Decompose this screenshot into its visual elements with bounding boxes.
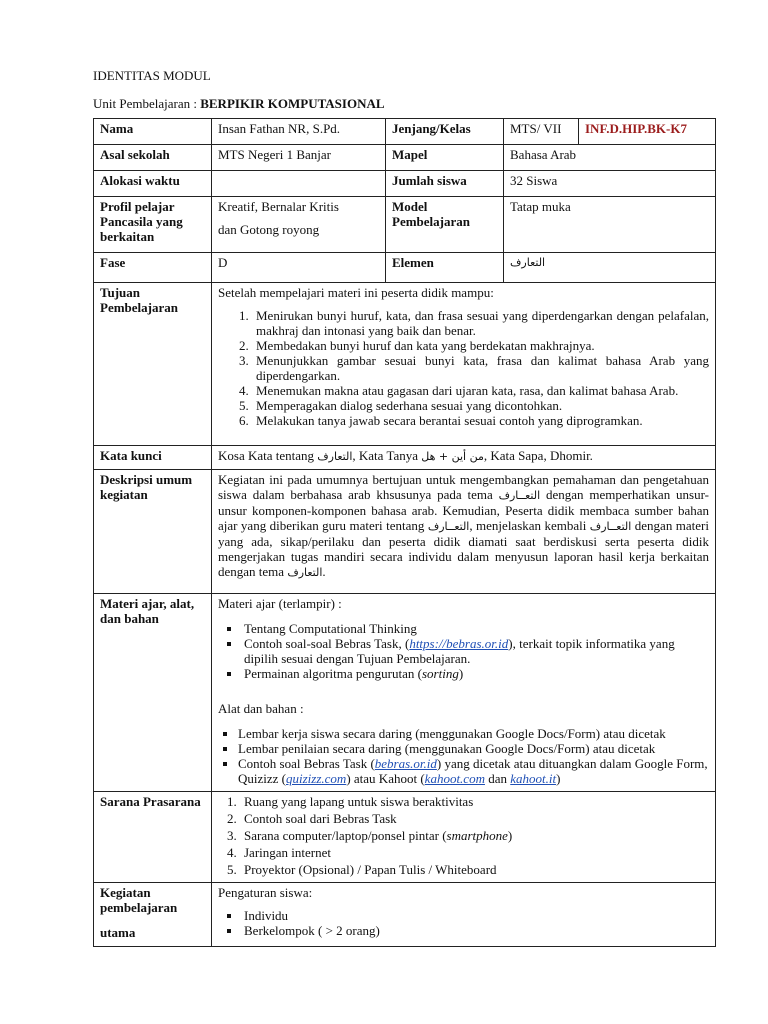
list-item: 1. Menirukan bunyi huruf, kata, dan frasa sesuai yang diperdengarkan dengan pelafalan, makhraj dan intonasi yang baik dan benar. xyxy=(252,308,709,338)
tujuan-list xyxy=(218,308,709,428)
kata-kunci-text-3: , Kata Sapa, Dhomir. xyxy=(483,448,593,463)
value-jumlah-siswa: 32 Siswa xyxy=(504,171,716,197)
label-nama: Nama xyxy=(94,119,212,145)
bebras-link[interactable]: https://bebras.or.id xyxy=(409,636,509,651)
alat-intro: Alat dan bahan : xyxy=(218,701,304,716)
page-title: IDENTITAS MODUL xyxy=(93,68,211,83)
value-sekolah: MTS Negeri 1 Banjar xyxy=(212,145,386,171)
row-tujuan xyxy=(94,283,716,446)
sarana-s3-text-a: Sarana computer/laptop/ponsel pintar ( xyxy=(244,828,447,843)
kegiatan-list xyxy=(218,908,709,938)
deskripsi-text-3: , menjelaskan kembali xyxy=(469,518,590,533)
tujuan-intro: Setelah mempelajari materi ini peserta didik mampu: xyxy=(218,285,494,300)
deskripsi-arabic-1: التعــارف xyxy=(498,489,541,502)
list-item xyxy=(242,666,709,681)
materi-m2-text-b: ), terkait topik informatika yang dipilih sesuai dengan Tujuan Pembelajaran. xyxy=(244,636,675,666)
module-code: INF.D.HIP.BK-K7 xyxy=(579,119,716,145)
alat-a3-text-a: Contoh soal Bebras Task ( xyxy=(238,756,375,771)
value-sarana xyxy=(212,792,716,883)
label-fase: Fase xyxy=(94,253,212,283)
value-materi xyxy=(212,594,716,792)
sarana-s3-text-b: ) xyxy=(507,828,513,843)
sarana-s3-italic: smartphone xyxy=(446,828,508,843)
page-header xyxy=(93,68,385,124)
label-model: Model Pembelajaran xyxy=(386,197,504,253)
row-sekolah xyxy=(94,145,716,171)
value-nama: Insan Fathan NR, S.Pd. xyxy=(212,119,386,145)
value-profil-2: dan Gotong royong xyxy=(218,222,320,237)
kata-kunci-text-2: , Kata Tanya xyxy=(352,448,422,463)
value-kegiatan xyxy=(212,883,716,947)
deskripsi-text-4: dengan materi yang ada, sikap/perilaku dan peserta didik diamati saat berdiskusi serta peserta didik mengerjakan tugas mandiri secara individu dalam menyusun laporan hasil kerja berkaitan dengan tema xyxy=(218,518,709,579)
kata-kunci-arabic-1: التعارف xyxy=(317,450,353,463)
materi-list xyxy=(218,621,709,681)
sarana-list xyxy=(218,794,709,877)
kata-kunci-text-1: Kosa Kata tentang xyxy=(218,448,318,463)
alat-a3-text-c: ) atau Kahoot ( xyxy=(346,771,425,786)
value-alokasi xyxy=(212,171,386,197)
label-sekolah: Asal sekolah xyxy=(94,145,212,171)
value-profil xyxy=(212,197,386,253)
list-item: 4. Jaringan internet xyxy=(240,845,709,860)
label-deskripsi: Deskripsi umum kegiatan xyxy=(94,470,212,594)
list-item: 4. Menemukan makna atau gagasan dari ujaran kata, rasa, dan kalimat bahasa Arab. xyxy=(252,383,709,398)
row-deskripsi xyxy=(94,470,716,594)
list-item: ▪ Lembar kerja siswa secara daring (menggunakan Google Docs/Form) atau dicetak xyxy=(238,726,709,741)
label-elemen: Elemen xyxy=(386,253,504,283)
identity-table xyxy=(93,118,716,947)
alat-a3-text-e: ) xyxy=(556,771,561,786)
row-materi xyxy=(94,594,716,792)
unit-name: BERPIKIR KOMPUTASIONAL xyxy=(200,96,385,111)
bebras-short-link[interactable]: bebras.or.id xyxy=(374,756,437,771)
value-mapel: Bahasa Arab xyxy=(504,145,716,171)
row-kegiatan xyxy=(94,883,716,947)
label-kata-kunci: Kata kunci xyxy=(94,446,212,470)
materi-m3-italic: sorting xyxy=(421,666,459,681)
list-item: 1. Ruang yang lapang untuk siswa beraktivitas xyxy=(240,794,709,809)
label-alokasi: Alokasi waktu xyxy=(94,171,212,197)
label-kegiatan-1: Kegiatan pembelajaran xyxy=(100,885,178,915)
alat-a3-text-b: ) yang dicetak atau dituangkan dalam Google Form, Quizizz ( xyxy=(238,756,708,786)
row-kata-kunci xyxy=(94,446,716,470)
row-fase xyxy=(94,253,716,283)
value-model: Tatap muka xyxy=(504,197,716,253)
list-item: 5. Memperagakan dialog sederhana sesuai yang dicontohkan. xyxy=(252,398,709,413)
label-tujuan: Tujuan Pembelajaran xyxy=(94,283,212,446)
list-item: 2. Contoh soal dari Bebras Task xyxy=(240,811,709,826)
list-item xyxy=(238,756,709,786)
label-jumlah-siswa: Jumlah siswa xyxy=(386,171,504,197)
row-nama xyxy=(94,119,716,145)
kahoot-com-link[interactable]: kahoot.com xyxy=(424,771,485,786)
label-kegiatan xyxy=(94,883,212,947)
list-item: ▪ Berkelompok ( > 2 orang) xyxy=(242,923,709,938)
kegiatan-intro: Pengaturan siswa: xyxy=(218,885,313,900)
value-tujuan xyxy=(212,283,716,446)
kata-kunci-arabic-2: من أين + هل xyxy=(421,450,484,463)
deskripsi-arabic-4: التعارف xyxy=(287,566,323,579)
row-sarana xyxy=(94,792,716,883)
label-materi: Materi ajar, alat, dan bahan xyxy=(94,594,212,792)
value-kata-kunci xyxy=(212,446,716,470)
label-kegiatan-2: utama xyxy=(100,925,136,940)
quizizz-link[interactable]: quizizz.com xyxy=(286,771,347,786)
alat-list xyxy=(218,726,709,786)
list-item: ▪ Individu xyxy=(242,908,709,923)
deskripsi-arabic-3: التعــارف xyxy=(589,520,632,533)
row-profil xyxy=(94,197,716,253)
alat-a3-text-d: dan xyxy=(484,771,511,786)
label-jenjang: Jenjang/Kelas xyxy=(386,119,504,145)
materi-m3-text-a: Permainan algoritma pengurutan ( xyxy=(244,666,422,681)
unit-label: Unit Pembelajaran : xyxy=(93,96,201,111)
label-sarana: Sarana Prasarana xyxy=(94,792,212,883)
value-jenjang: MTS/ VII xyxy=(504,119,579,145)
materi-m3-text-b: ) xyxy=(458,666,464,681)
list-item: 2. Membedakan bunyi huruf dan kata yang berdekatan makhrajnya. xyxy=(252,338,709,353)
value-fase: D xyxy=(212,253,386,283)
value-profil-1: Kreatif, Bernalar Kritis xyxy=(218,199,339,214)
list-item: 6. Melakukan tanya jawab secara berantai sesuai contoh yang diprogramkan. xyxy=(252,413,709,428)
kahoot-it-link[interactable]: kahoot.it xyxy=(510,771,557,786)
deskripsi-text-1: Kegiatan ini pada umumnya bertujuan untuk mengembangkan pemahaman dan pengetahuan siswa dalam berbahasa arab khsusunya pada tema xyxy=(218,472,709,502)
list-item: 5. Proyektor (Opsional) / Papan Tulis / Whiteboard xyxy=(240,862,709,877)
deskripsi-text-5: . xyxy=(322,564,326,579)
deskripsi-text-2: dengan memperhatikan unsur-unsur komponen-komponen bahasa arab. Kemudian, Peserta didik membaca sumber bahan ajar yang diberikan guru materi tentang xyxy=(218,487,710,533)
materi-intro: Materi ajar (terlampir) : xyxy=(218,596,342,611)
deskripsi-arabic-2: التعــارف xyxy=(427,520,470,533)
label-profil: Profil pelajar Pancasila yang berkaitan xyxy=(94,197,212,253)
list-item: 3. Menunjukkan gambar sesuai bunyi kata, frasa dan kalimat bahasa Arab yang diperdengarkan. xyxy=(252,353,709,383)
list-item xyxy=(240,828,709,843)
value-elemen: التعارف xyxy=(504,253,716,283)
list-item: ▪ Lembar penilaian secara daring (menggunakan Google Docs/Form) atau dicetak xyxy=(238,741,709,756)
list-item xyxy=(242,636,709,666)
value-deskripsi xyxy=(212,470,716,594)
label-mapel: Mapel xyxy=(386,145,504,171)
row-alokasi xyxy=(94,171,716,197)
materi-m2-text-a: Contoh soal-soal Bebras Task, ( xyxy=(244,636,410,651)
list-item: ▪ Tentang Computational Thinking xyxy=(242,621,709,636)
